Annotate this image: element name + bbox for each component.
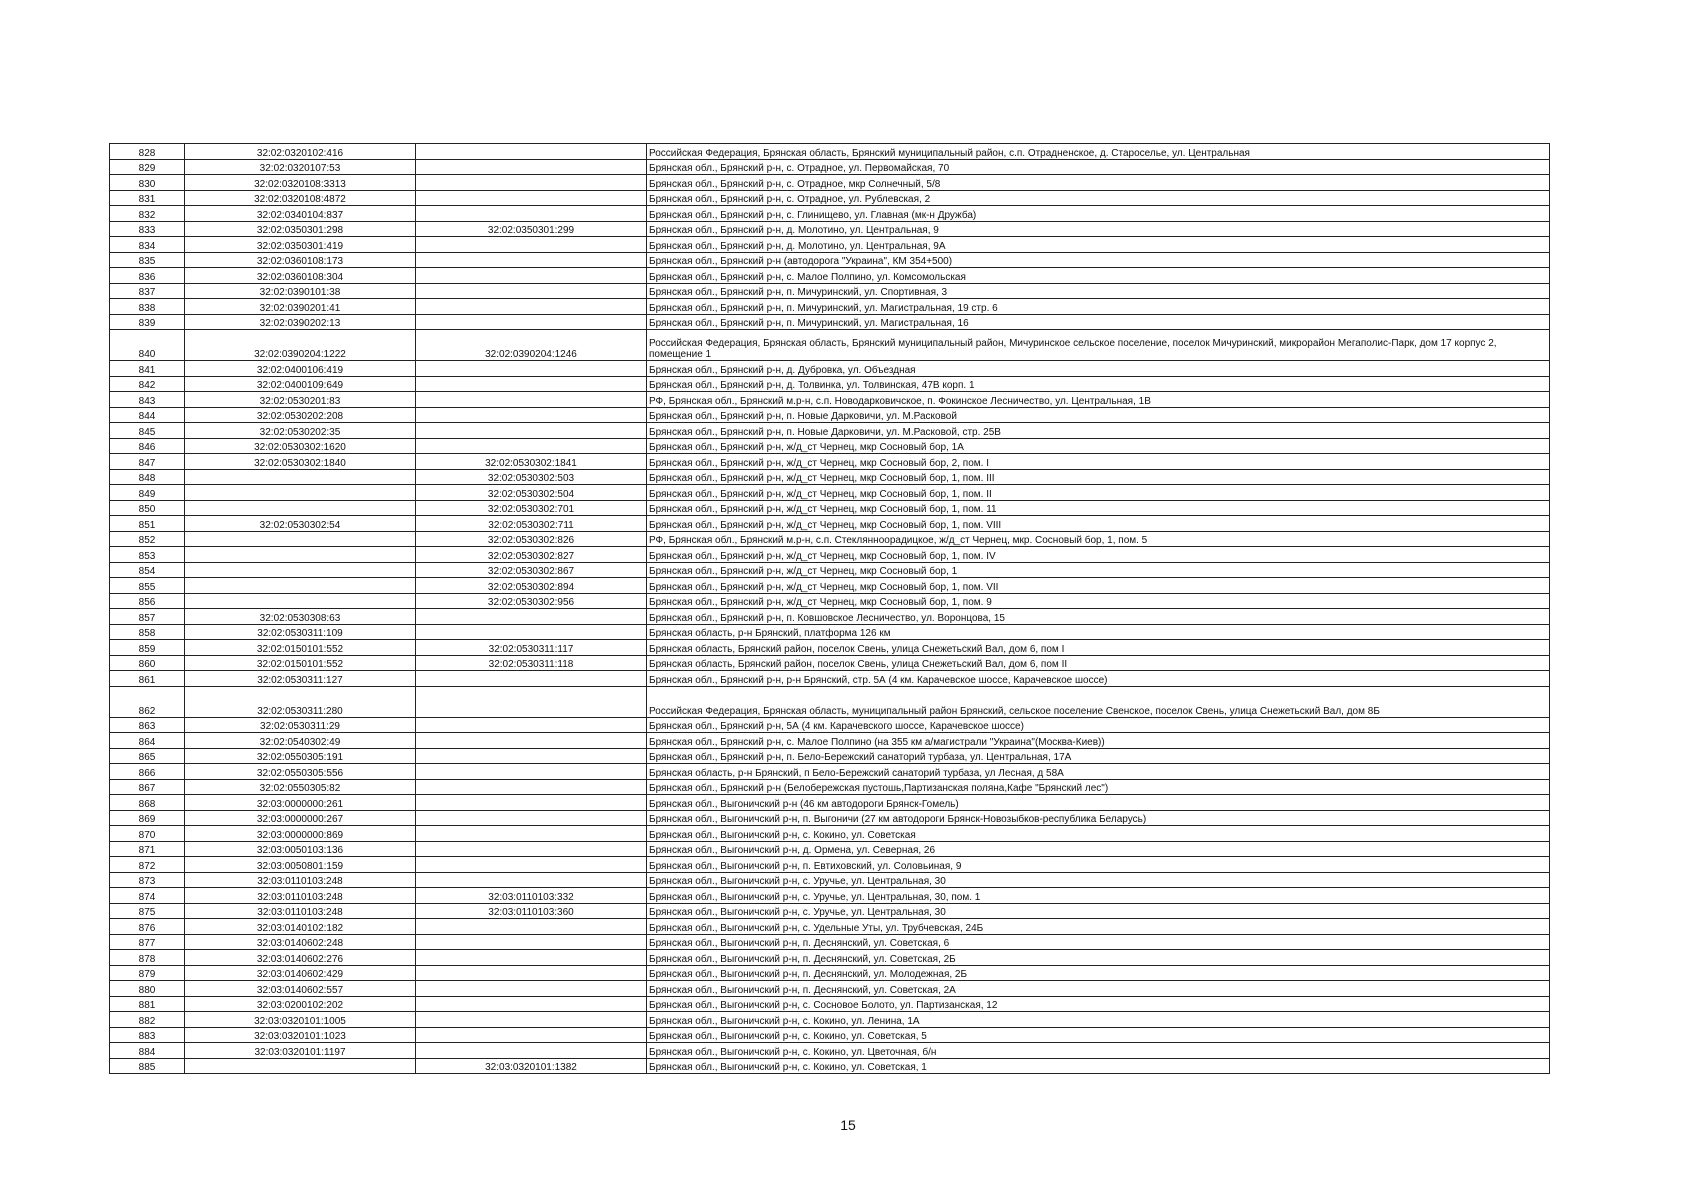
cadastral-number-cell (185, 593, 416, 609)
related-cadastral-number-cell: 32:02:0530302:504 (416, 485, 647, 501)
table-row (110, 299, 1550, 315)
related-cadastral-number-cell (416, 175, 647, 191)
table-row (110, 609, 1550, 625)
related-cadastral-number-cell (416, 919, 647, 935)
address-cell: Брянская обл., Брянский р-н, с. Глинищево, ул. Главная (мк-н Дружба) (647, 206, 1550, 222)
cadastral-number-cell: 32:02:0150101:552 (185, 655, 416, 671)
table-row (110, 206, 1550, 222)
row-number-cell: 855 (110, 578, 185, 594)
related-cadastral-number-cell (416, 190, 647, 206)
related-cadastral-number-cell (416, 438, 647, 454)
cadastral-number-cell: 32:03:0050801:159 (185, 857, 416, 873)
address-cell: Брянская обл., Брянский р-н, ж/д_ст Чернец, мкр Сосновый бор, 1 (647, 562, 1550, 578)
row-number-cell: 884 (110, 1043, 185, 1059)
cadastral-number-cell: 32:02:0530302:1840 (185, 454, 416, 470)
related-cadastral-number-cell: 32:02:0530302:826 (416, 531, 647, 547)
related-cadastral-number-cell (416, 1027, 647, 1043)
row-number-cell: 850 (110, 500, 185, 516)
table-row (110, 1027, 1550, 1043)
related-cadastral-number-cell (416, 950, 647, 966)
table-row (110, 981, 1550, 997)
cadastral-number-cell (185, 500, 416, 516)
table-row (110, 578, 1550, 594)
related-cadastral-number-cell (416, 1043, 647, 1059)
address-cell: Брянская обл., Выгоничский р-н, с. Сосновое Болото, ул. Партизанская, 12 (647, 996, 1550, 1012)
table-row (110, 717, 1550, 733)
row-number-cell: 840 (110, 330, 185, 361)
row-number-cell: 883 (110, 1027, 185, 1043)
cadastral-number-cell: 32:03:0140602:429 (185, 965, 416, 981)
related-cadastral-number-cell (416, 841, 647, 857)
table-row (110, 748, 1550, 764)
address-cell: Брянская обл., Выгоничский р-н, с. Уручье, ул. Центральная, 30 (647, 903, 1550, 919)
address-cell: Брянская обл., Брянский р-н, ж/д_ст Чернец, мкр Сосновый бор, 1, пом. II (647, 485, 1550, 501)
address-cell: Брянская обл., Выгоничский р-н, п. Деснянский, ул. Советская, 2Б (647, 950, 1550, 966)
cadastral-number-cell: 32:02:0390101:38 (185, 283, 416, 299)
address-cell: Брянская обл., Выгоничский р-н, с. Кокино, ул. Цветочная, б/н (647, 1043, 1550, 1059)
table-row (110, 671, 1550, 687)
cadastral-number-cell (185, 547, 416, 563)
table-row (110, 1058, 1550, 1074)
cadastral-number-cell: 32:03:0110103:248 (185, 888, 416, 904)
row-number-cell: 859 (110, 640, 185, 656)
cadastral-number-cell: 32:03:0000000:869 (185, 826, 416, 842)
address-cell: Брянская обл., Брянский р-н, д. Молотино, ул. Центральная, 9А (647, 237, 1550, 253)
row-number-cell: 841 (110, 361, 185, 377)
cadastral-number-cell: 32:02:0390202:13 (185, 314, 416, 330)
cadastral-number-cell: 32:02:0530311:127 (185, 671, 416, 687)
table-row (110, 624, 1550, 640)
row-number-cell: 838 (110, 299, 185, 315)
related-cadastral-number-cell (416, 624, 647, 640)
cadastral-number-cell: 32:02:0530202:208 (185, 407, 416, 423)
row-number-cell: 852 (110, 531, 185, 547)
cadastral-number-cell: 32:02:0550305:191 (185, 748, 416, 764)
table-row (110, 903, 1550, 919)
table-body (110, 144, 1550, 1074)
table-row (110, 655, 1550, 671)
cadastral-number-cell: 32:03:0320101:1023 (185, 1027, 416, 1043)
row-number-cell: 831 (110, 190, 185, 206)
address-cell: Брянская обл., Выгоничский р-н, с. Уручье, ул. Центральная, 30 (647, 872, 1550, 888)
table-row (110, 361, 1550, 377)
related-cadastral-number-cell: 32:02:0530311:117 (416, 640, 647, 656)
address-cell: Российская Федерация, Брянская область, Брянский муниципальный район, Мичуринское сельское поселение, поселок Мичуринский, микрорайон Мегаполис-Парк, дом 17 корпус 2, помещение 1 (647, 330, 1550, 361)
address-cell: Брянская область, р-н Брянский, п Бело-Бережский санаторий турбаза, ул Лесная, д 58А (647, 764, 1550, 780)
table-row (110, 826, 1550, 842)
row-number-cell: 828 (110, 144, 185, 160)
cadastral-number-cell: 32:02:0390201:41 (185, 299, 416, 315)
address-cell: Брянская обл., Брянский р-н, р-н Брянский, стр. 5А (4 км. Карачевское шоссе, Карачевское шоссе) (647, 671, 1550, 687)
cadastral-number-cell: 32:02:0150101:552 (185, 640, 416, 656)
address-cell: Брянская обл., Брянский р-н, ж/д_ст Чернец, мкр Сосновый бор, 2, пом. I (647, 454, 1550, 470)
page-number: 15 (840, 1117, 856, 1133)
table-row (110, 965, 1550, 981)
related-cadastral-number-cell (416, 671, 647, 687)
row-number-cell: 863 (110, 717, 185, 733)
cadastral-number-cell: 32:03:0140102:182 (185, 919, 416, 935)
related-cadastral-number-cell (416, 361, 647, 377)
row-number-cell: 866 (110, 764, 185, 780)
row-number-cell: 873 (110, 872, 185, 888)
address-cell: Брянская обл., Брянский р-н, д. Толвинка, ул. Толвинская, 47В корп. 1 (647, 376, 1550, 392)
cadastral-number-cell: 32:02:0360108:173 (185, 252, 416, 268)
related-cadastral-number-cell (416, 795, 647, 811)
table-row (110, 934, 1550, 950)
row-number-cell: 882 (110, 1012, 185, 1028)
cadastral-number-cell: 32:02:0530302:1620 (185, 438, 416, 454)
related-cadastral-number-cell: 32:03:0320101:1382 (416, 1058, 647, 1074)
table-row (110, 764, 1550, 780)
related-cadastral-number-cell: 32:02:0530302:956 (416, 593, 647, 609)
cadastral-number-cell: 32:03:0050103:136 (185, 841, 416, 857)
table-row (110, 640, 1550, 656)
row-number-cell: 885 (110, 1058, 185, 1074)
related-cadastral-number-cell (416, 609, 647, 625)
related-cadastral-number-cell: 32:02:0530302:867 (416, 562, 647, 578)
row-number-cell: 868 (110, 795, 185, 811)
address-cell: Брянская обл., Брянский р-н, ж/д_ст Чернец, мкр Сосновый бор, 1, пом. VIII (647, 516, 1550, 532)
row-number-cell: 834 (110, 237, 185, 253)
cadastral-number-cell: 32:02:0320102:416 (185, 144, 416, 160)
table-row (110, 175, 1550, 191)
row-number-cell: 880 (110, 981, 185, 997)
related-cadastral-number-cell (416, 934, 647, 950)
related-cadastral-number-cell (416, 376, 647, 392)
address-cell: Брянская обл., Брянский р-н, с. Отрадное, ул. Рублевская, 2 (647, 190, 1550, 206)
related-cadastral-number-cell (416, 423, 647, 439)
address-cell: Брянская обл., Выгоничский р-н, с. Кокино, ул. Советская (647, 826, 1550, 842)
cadastral-number-cell: 32:02:0530311:280 (185, 686, 416, 717)
related-cadastral-number-cell (416, 996, 647, 1012)
table-row (110, 779, 1550, 795)
cadastral-number-cell: 32:02:0320107:53 (185, 159, 416, 175)
row-number-cell: 865 (110, 748, 185, 764)
address-cell: Брянская обл., Брянский р-н, д. Дубровка, ул. Объездная (647, 361, 1550, 377)
cadastral-number-cell: 32:02:0530311:109 (185, 624, 416, 640)
table-row (110, 888, 1550, 904)
related-cadastral-number-cell (416, 857, 647, 873)
related-cadastral-number-cell (416, 299, 647, 315)
address-cell: Брянская обл., Брянский р-н, ж/д_ст Чернец, мкр Сосновый бор, 1А (647, 438, 1550, 454)
address-cell: РФ, Брянская обл., Брянский м.р-н, с.п. Стеклянноорадицкое, ж/д_ст Чернец, мкр. Сосновый бор, 1, пом. 5 (647, 531, 1550, 547)
address-cell: Брянская обл., Выгоничский р-н, с. Кокино, ул. Советская, 1 (647, 1058, 1550, 1074)
address-cell: Брянская область, р-н Брянский, платформа 126 км (647, 624, 1550, 640)
cadastral-number-cell: 32:02:0390204:1222 (185, 330, 416, 361)
address-cell: Брянская обл., Брянский р-н, ж/д_ст Чернец, мкр Сосновый бор, 1, пом. 11 (647, 500, 1550, 516)
row-number-cell: 869 (110, 810, 185, 826)
address-cell: Брянская обл., Брянский р-н, п. Ковшовское Лесничество, ул. Воронцова, 15 (647, 609, 1550, 625)
row-number-cell: 861 (110, 671, 185, 687)
cadastral-number-cell: 32:02:0360108:304 (185, 268, 416, 284)
address-cell: Брянская обл., Брянский р-н, ж/д_ст Чернец, мкр Сосновый бор, 1, пом. VII (647, 578, 1550, 594)
row-number-cell: 879 (110, 965, 185, 981)
related-cadastral-number-cell: 32:02:0530302:711 (416, 516, 647, 532)
table-row (110, 423, 1550, 439)
row-number-cell: 849 (110, 485, 185, 501)
address-cell: Брянская обл., Брянский р-н, п. Мичуринский, ул. Магистральная, 16 (647, 314, 1550, 330)
table-row (110, 516, 1550, 532)
row-number-cell: 832 (110, 206, 185, 222)
table-row (110, 531, 1550, 547)
address-cell: Брянская обл., Брянский р-н, 5А (4 км. Карачевского шоссе, Карачевское шоссе) (647, 717, 1550, 733)
cadastral-number-cell: 32:02:0530302:54 (185, 516, 416, 532)
address-cell: Брянская обл., Выгоничский р-н (46 км автодороги Брянск-Гомель) (647, 795, 1550, 811)
address-cell: Брянская обл., Брянский р-н, с. Отрадное, мкр Солнечный, 5/8 (647, 175, 1550, 191)
row-number-cell: 867 (110, 779, 185, 795)
row-number-cell: 836 (110, 268, 185, 284)
cadastral-number-cell: 32:03:0320101:1197 (185, 1043, 416, 1059)
cadastral-number-cell (185, 578, 416, 594)
address-cell: Брянская обл., Брянский р-н, ж/д_ст Чернец, мкр Сосновый бор, 1, пом. III (647, 469, 1550, 485)
address-cell: Брянская обл., Брянский р-н, п. Мичуринский, ул. Спортивная, 3 (647, 283, 1550, 299)
related-cadastral-number-cell (416, 407, 647, 423)
address-cell: Брянская обл., Выгоничский р-н, с. Удельные Уты, ул. Трубчевская, 24Б (647, 919, 1550, 935)
table-row (110, 392, 1550, 408)
table-row (110, 190, 1550, 206)
table-row (110, 996, 1550, 1012)
row-number-cell: 876 (110, 919, 185, 935)
row-number-cell: 875 (110, 903, 185, 919)
related-cadastral-number-cell (416, 748, 647, 764)
row-number-cell: 837 (110, 283, 185, 299)
address-cell: Брянская обл., Брянский р-н (автодорога "Украина", КМ 354+500) (647, 252, 1550, 268)
address-cell: Брянская обл., Брянский р-н, с. Малое Полпино (на 355 км а/магистрали "Украина"(Москва-Киев)) (647, 733, 1550, 749)
cadastral-number-cell: 32:03:0140602:248 (185, 934, 416, 950)
related-cadastral-number-cell: 32:02:0530302:701 (416, 500, 647, 516)
related-cadastral-number-cell (416, 314, 647, 330)
row-number-cell: 847 (110, 454, 185, 470)
address-cell: Брянская область, Брянский район, поселок Свень, улица Снежетьский Вал, дом 6, пом I (647, 640, 1550, 656)
table-row (110, 237, 1550, 253)
row-number-cell: 851 (110, 516, 185, 532)
table-row (110, 268, 1550, 284)
cadastral-number-cell: 32:02:0530311:29 (185, 717, 416, 733)
address-cell: Брянская обл., Брянский р-н, с. Отрадное, ул. Первомайская, 70 (647, 159, 1550, 175)
related-cadastral-number-cell (416, 810, 647, 826)
row-number-cell: 833 (110, 221, 185, 237)
related-cadastral-number-cell: 32:02:0390204:1246 (416, 330, 647, 361)
related-cadastral-number-cell (416, 717, 647, 733)
row-number-cell: 843 (110, 392, 185, 408)
row-number-cell: 858 (110, 624, 185, 640)
table-row (110, 283, 1550, 299)
row-number-cell: 877 (110, 934, 185, 950)
cadastral-number-cell (185, 485, 416, 501)
related-cadastral-number-cell (416, 144, 647, 160)
cadastral-number-cell: 32:02:0320108:4872 (185, 190, 416, 206)
address-cell: Брянская обл., Брянский р-н, ж/д_ст Чернец, мкр Сосновый бор, 1, пом. 9 (647, 593, 1550, 609)
cadastral-number-cell: 32:02:0350301:298 (185, 221, 416, 237)
row-number-cell: 829 (110, 159, 185, 175)
related-cadastral-number-cell (416, 686, 647, 717)
cadastral-number-cell: 32:02:0530201:83 (185, 392, 416, 408)
row-number-cell: 844 (110, 407, 185, 423)
row-number-cell: 862 (110, 686, 185, 717)
row-number-cell: 874 (110, 888, 185, 904)
address-cell: Российская Федерация, Брянская область, Брянский муниципальный район, с.п. Отрадненское, д. Староселье, ул. Центральная (647, 144, 1550, 160)
row-number-cell: 839 (110, 314, 185, 330)
address-cell: Брянская обл., Выгоничский р-н, п. Деснянский, ул. Молодежная, 2Б (647, 965, 1550, 981)
property-table (109, 143, 1550, 1074)
cadastral-number-cell (185, 1058, 416, 1074)
address-cell: Брянская обл., Выгоничский р-н, п. Евтиховский, ул. Соловьиная, 9 (647, 857, 1550, 873)
related-cadastral-number-cell (416, 764, 647, 780)
address-cell: Брянская обл., Брянский р-н (Белобережская пустошь,Партизанская поляна,Кафе "Брянский лес") (647, 779, 1550, 795)
table-row (110, 500, 1550, 516)
related-cadastral-number-cell (416, 779, 647, 795)
table-row (110, 454, 1550, 470)
cadastral-number-cell: 32:02:0550305:82 (185, 779, 416, 795)
cadastral-number-cell: 32:03:0000000:267 (185, 810, 416, 826)
row-number-cell: 857 (110, 609, 185, 625)
table-row (110, 686, 1550, 717)
row-number-cell: 846 (110, 438, 185, 454)
related-cadastral-number-cell (416, 826, 647, 842)
cadastral-number-cell: 32:02:0530308:63 (185, 609, 416, 625)
row-number-cell: 845 (110, 423, 185, 439)
row-number-cell: 871 (110, 841, 185, 857)
address-cell: Брянская обл., Выгоничский р-н, с. Кокино, ул. Советская, 5 (647, 1027, 1550, 1043)
table-row (110, 1012, 1550, 1028)
related-cadastral-number-cell: 32:03:0110103:360 (416, 903, 647, 919)
row-number-cell: 856 (110, 593, 185, 609)
address-cell: Брянская обл., Брянский р-н, ж/д_ст Чернец, мкр Сосновый бор, 1, пом. IV (647, 547, 1550, 563)
related-cadastral-number-cell (416, 981, 647, 997)
table-row (110, 314, 1550, 330)
related-cadastral-number-cell: 32:03:0110103:332 (416, 888, 647, 904)
address-cell: Брянская обл., Брянский р-н, п. Новые Дарковичи, ул. М.Расковой, стр. 25В (647, 423, 1550, 439)
cadastral-number-cell: 32:03:0320101:1005 (185, 1012, 416, 1028)
row-number-cell: 830 (110, 175, 185, 191)
related-cadastral-number-cell: 32:02:0350301:299 (416, 221, 647, 237)
cadastral-number-cell: 32:02:0530202:35 (185, 423, 416, 439)
cadastral-number-cell: 32:02:0400109:649 (185, 376, 416, 392)
table-row (110, 252, 1550, 268)
cadastral-number-cell: 32:02:0400106:419 (185, 361, 416, 377)
related-cadastral-number-cell: 32:02:0530302:827 (416, 547, 647, 563)
related-cadastral-number-cell (416, 268, 647, 284)
address-cell: Брянская обл., Выгоничский р-н, с. Кокино, ул. Ленина, 1А (647, 1012, 1550, 1028)
table-row (110, 562, 1550, 578)
related-cadastral-number-cell (416, 159, 647, 175)
related-cadastral-number-cell (416, 283, 647, 299)
row-number-cell: 864 (110, 733, 185, 749)
table-row (110, 593, 1550, 609)
related-cadastral-number-cell (416, 965, 647, 981)
row-number-cell: 881 (110, 996, 185, 1012)
table-row (110, 469, 1550, 485)
row-number-cell: 854 (110, 562, 185, 578)
related-cadastral-number-cell (416, 206, 647, 222)
table-row (110, 221, 1550, 237)
table-row (110, 841, 1550, 857)
cadastral-number-cell (185, 531, 416, 547)
cadastral-number-cell: 32:02:0350301:419 (185, 237, 416, 253)
table-row (110, 407, 1550, 423)
related-cadastral-number-cell: 32:02:0530302:503 (416, 469, 647, 485)
address-cell: Брянская обл., Выгоничский р-н, с. Уручье, ул. Центральная, 30, пом. 1 (647, 888, 1550, 904)
row-number-cell: 872 (110, 857, 185, 873)
related-cadastral-number-cell (416, 733, 647, 749)
related-cadastral-number-cell (416, 237, 647, 253)
address-cell: Брянская обл., Брянский р-н, п. Мичуринский, ул. Магистральная, 19 стр. 6 (647, 299, 1550, 315)
related-cadastral-number-cell (416, 392, 647, 408)
related-cadastral-number-cell: 32:02:0530302:1841 (416, 454, 647, 470)
table-row (110, 159, 1550, 175)
address-cell: Брянская обл., Брянский р-н, д. Молотино, ул. Центральная, 9 (647, 221, 1550, 237)
table-row (110, 547, 1550, 563)
cadastral-number-cell: 32:02:0550305:556 (185, 764, 416, 780)
row-number-cell: 842 (110, 376, 185, 392)
cadastral-number-cell: 32:03:0110103:248 (185, 903, 416, 919)
address-cell: Российская Федерация, Брянская область, муниципальный район Брянский, сельское поселение Свенское, поселок Свень, улица Снежетьский Вал, дом 8Б (647, 686, 1550, 717)
table-row (110, 857, 1550, 873)
cadastral-number-cell: 32:02:0320108:3313 (185, 175, 416, 191)
cadastral-number-cell: 32:03:0140602:557 (185, 981, 416, 997)
related-cadastral-number-cell (416, 872, 647, 888)
address-cell: Брянская обл., Выгоничский р-н, п. Деснянский, ул. Советская, 6 (647, 934, 1550, 950)
table-row (110, 872, 1550, 888)
table-row (110, 733, 1550, 749)
row-number-cell: 870 (110, 826, 185, 842)
related-cadastral-number-cell: 32:02:0530302:894 (416, 578, 647, 594)
cadastral-number-cell: 32:03:0000000:261 (185, 795, 416, 811)
address-cell: Брянская обл., Брянский р-н, п. Новые Дарковичи, ул. М.Расковой (647, 407, 1550, 423)
table-row (110, 144, 1550, 160)
cadastral-number-cell (185, 562, 416, 578)
table-row (110, 810, 1550, 826)
table-row (110, 919, 1550, 935)
table-row (110, 1043, 1550, 1059)
address-cell: Брянская обл., Выгоничский р-н, п. Выгоничи (27 км автодороги Брянск-Новозыбков-республика Беларусь) (647, 810, 1550, 826)
cadastral-number-cell: 32:02:0340104:837 (185, 206, 416, 222)
table-row (110, 485, 1550, 501)
cadastral-number-cell: 32:03:0200102:202 (185, 996, 416, 1012)
related-cadastral-number-cell (416, 252, 647, 268)
row-number-cell: 835 (110, 252, 185, 268)
address-cell: Брянская обл., Выгоничский р-н, д. Ормена, ул. Северная, 26 (647, 841, 1550, 857)
address-cell: Брянская обл., Брянский р-н, п. Бело-Бережский санаторий турбаза, ул. Центральная, 17А (647, 748, 1550, 764)
cadastral-number-cell: 32:02:0540302:49 (185, 733, 416, 749)
table-row (110, 330, 1550, 361)
related-cadastral-number-cell (416, 1012, 647, 1028)
row-number-cell: 860 (110, 655, 185, 671)
cadastral-number-cell: 32:03:0140602:276 (185, 950, 416, 966)
address-cell: Брянская обл., Брянский р-н, с. Малое Полпино, ул. Комсомольская (647, 268, 1550, 284)
table-row (110, 950, 1550, 966)
related-cadastral-number-cell: 32:02:0530311:118 (416, 655, 647, 671)
cadastral-number-cell (185, 469, 416, 485)
address-cell: Брянская обл., Выгоничский р-н, п. Деснянский, ул. Советская, 2А (647, 981, 1550, 997)
property-table-container (109, 143, 1549, 1074)
row-number-cell: 853 (110, 547, 185, 563)
address-cell: РФ, Брянская обл., Брянский м.р-н, с.п. Новодарковичское, п. Фокинское Лесничество, ул. Центральная, 1В (647, 392, 1550, 408)
table-row (110, 438, 1550, 454)
row-number-cell: 878 (110, 950, 185, 966)
row-number-cell: 848 (110, 469, 185, 485)
cadastral-number-cell: 32:03:0110103:248 (185, 872, 416, 888)
table-row (110, 376, 1550, 392)
address-cell: Брянская область, Брянский район, поселок Свень, улица Снежетьский Вал, дом 6, пом II (647, 655, 1550, 671)
table-row (110, 795, 1550, 811)
